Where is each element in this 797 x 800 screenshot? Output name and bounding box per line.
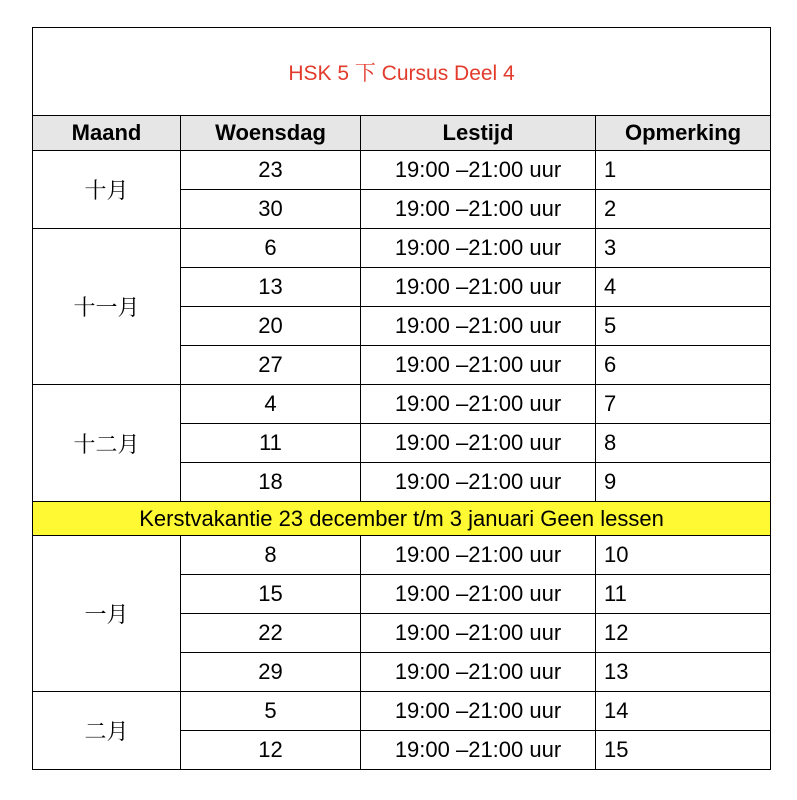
holiday-row <box>33 502 771 536</box>
time-cell: 19:00 –21:00 uur <box>361 268 596 307</box>
day-cell: 22 <box>181 614 361 653</box>
note-cell: 2 <box>596 190 771 229</box>
note-cell: 1 <box>596 151 771 190</box>
note-cell: 14 <box>596 692 771 731</box>
note-cell: 15 <box>596 731 771 770</box>
note-cell: 9 <box>596 463 771 502</box>
month-cell: 一月 <box>33 536 181 692</box>
table-row <box>33 151 771 190</box>
note-cell: 13 <box>596 653 771 692</box>
header-woensdag: Woensdag <box>181 116 361 151</box>
table-title: HSK 5 下 Cursus Deel 4 <box>33 28 771 116</box>
time-cell: 19:00 –21:00 uur <box>361 536 596 575</box>
header-row <box>33 116 771 151</box>
time-cell: 19:00 –21:00 uur <box>361 463 596 502</box>
day-cell: 30 <box>181 190 361 229</box>
table-row <box>33 536 771 575</box>
header-maand: Maand <box>33 116 181 151</box>
day-cell: 6 <box>181 229 361 268</box>
day-cell: 29 <box>181 653 361 692</box>
time-cell: 19:00 –21:00 uur <box>361 229 596 268</box>
day-cell: 11 <box>181 424 361 463</box>
day-cell: 5 <box>181 692 361 731</box>
time-cell: 19:00 –21:00 uur <box>361 424 596 463</box>
holiday-note: Kerstvakantie 23 december t/m 3 januari Geen lessen <box>33 502 771 536</box>
note-cell: 10 <box>596 536 771 575</box>
month-cell: 十一月 <box>33 229 181 385</box>
note-cell: 8 <box>596 424 771 463</box>
note-cell: 4 <box>596 268 771 307</box>
header-lestijd: Lestijd <box>361 116 596 151</box>
table-row <box>33 229 771 268</box>
schedule-table <box>32 27 771 770</box>
note-cell: 11 <box>596 575 771 614</box>
time-cell: 19:00 –21:00 uur <box>361 346 596 385</box>
month-cell: 十月 <box>33 151 181 229</box>
time-cell: 19:00 –21:00 uur <box>361 190 596 229</box>
month-cell: 二月 <box>33 692 181 770</box>
day-cell: 8 <box>181 536 361 575</box>
table-row <box>33 385 771 424</box>
time-cell: 19:00 –21:00 uur <box>361 151 596 190</box>
day-cell: 12 <box>181 731 361 770</box>
time-cell: 19:00 –21:00 uur <box>361 385 596 424</box>
month-cell: 十二月 <box>33 385 181 502</box>
time-cell: 19:00 –21:00 uur <box>361 307 596 346</box>
day-cell: 23 <box>181 151 361 190</box>
time-cell: 19:00 –21:00 uur <box>361 653 596 692</box>
table-row <box>33 692 771 731</box>
note-cell: 6 <box>596 346 771 385</box>
note-cell: 3 <box>596 229 771 268</box>
day-cell: 15 <box>181 575 361 614</box>
day-cell: 13 <box>181 268 361 307</box>
note-cell: 12 <box>596 614 771 653</box>
note-cell: 5 <box>596 307 771 346</box>
time-cell: 19:00 –21:00 uur <box>361 731 596 770</box>
time-cell: 19:00 –21:00 uur <box>361 575 596 614</box>
time-cell: 19:00 –21:00 uur <box>361 692 596 731</box>
day-cell: 20 <box>181 307 361 346</box>
day-cell: 27 <box>181 346 361 385</box>
note-cell: 7 <box>596 385 771 424</box>
day-cell: 18 <box>181 463 361 502</box>
header-opmerking: Opmerking <box>596 116 771 151</box>
day-cell: 4 <box>181 385 361 424</box>
time-cell: 19:00 –21:00 uur <box>361 614 596 653</box>
